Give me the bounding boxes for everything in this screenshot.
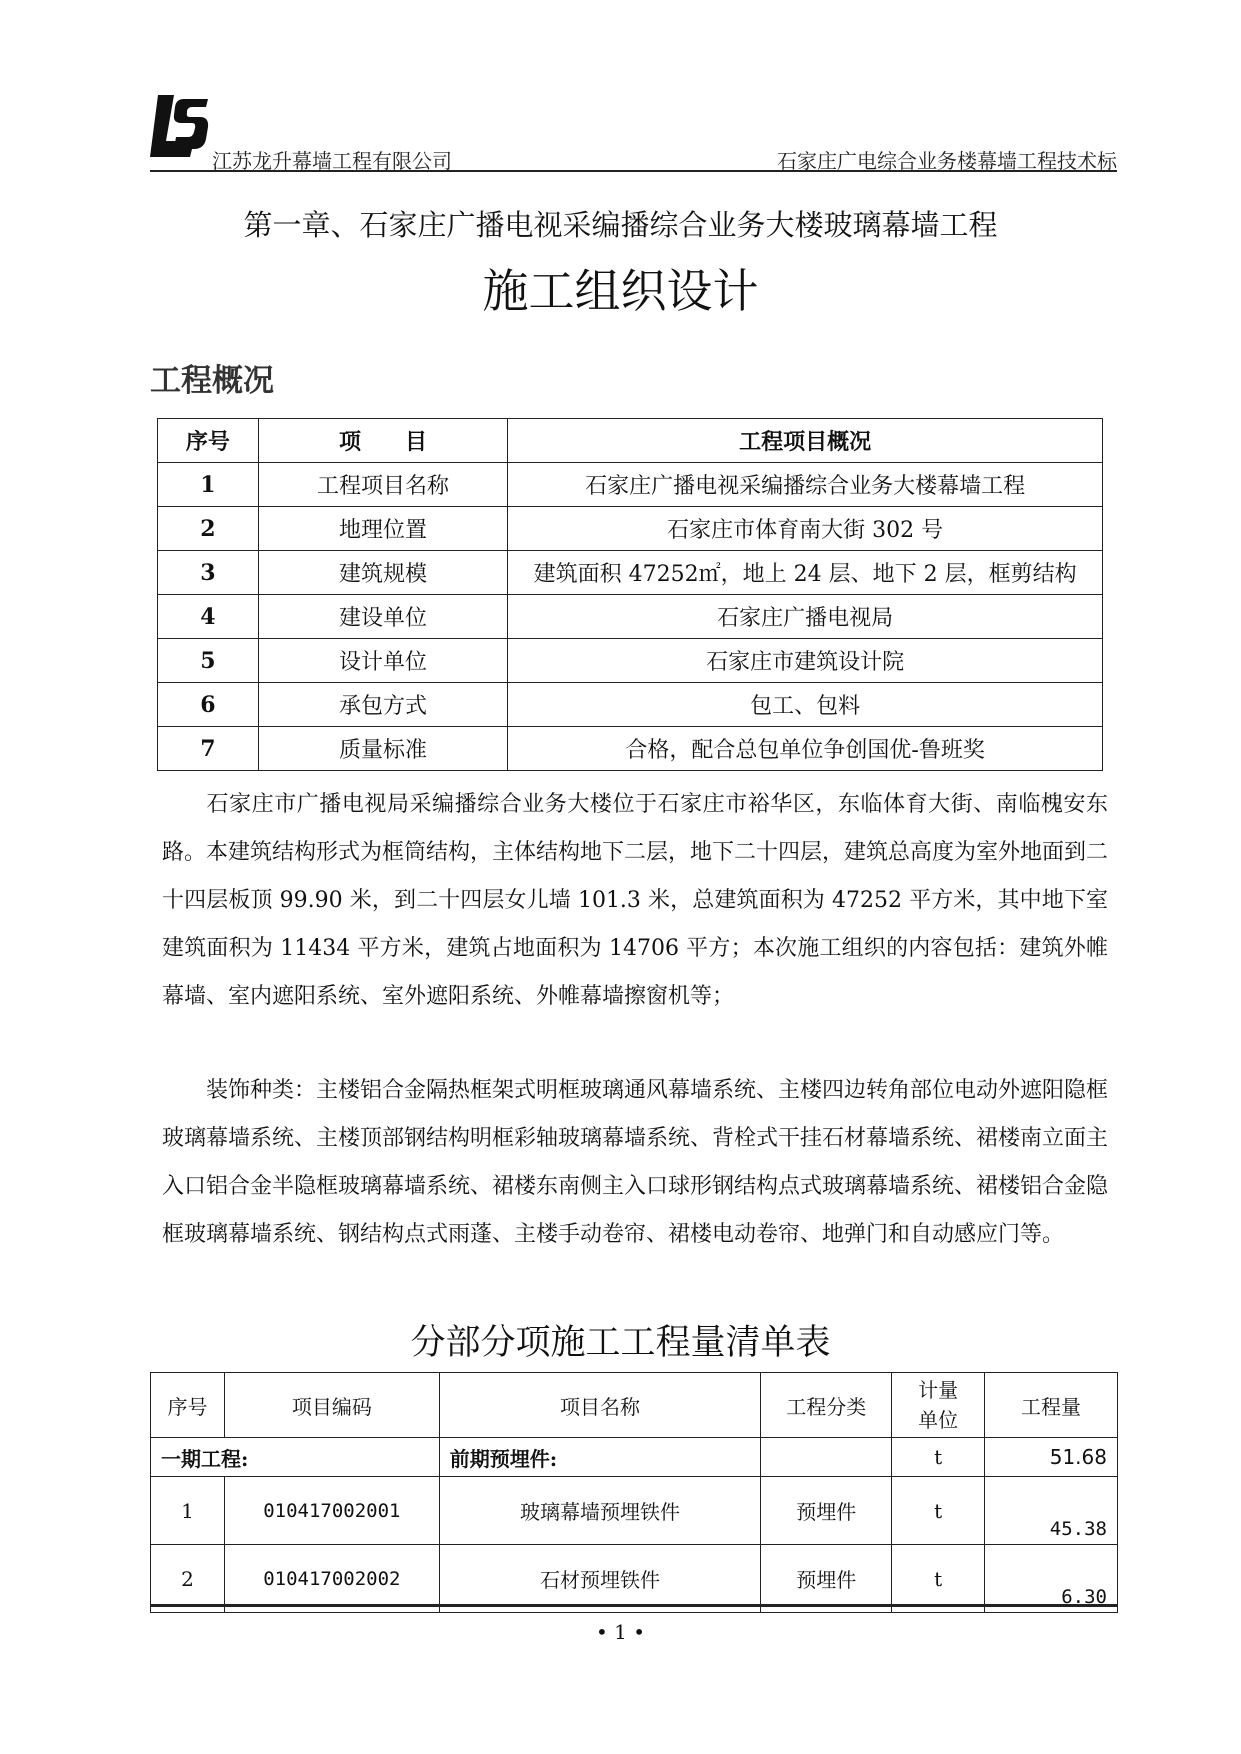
row-name: 石材预埋铁件 xyxy=(439,1545,761,1613)
row-unit: t xyxy=(892,1545,985,1613)
paragraph-decoration xyxy=(162,1067,1108,1259)
column-header: 工程项目概况 xyxy=(508,419,1103,463)
row-category: 预埋件 xyxy=(761,1545,892,1613)
row-item: 设计单位 xyxy=(258,639,507,683)
row-number: 4 xyxy=(158,595,259,639)
ls-logo-icon xyxy=(150,95,212,157)
group-category xyxy=(761,1438,892,1477)
row-number: 7 xyxy=(158,727,259,771)
row-unit: t xyxy=(892,1477,985,1545)
group-name: 前期预埋件: xyxy=(439,1438,761,1477)
table-row xyxy=(158,727,1103,771)
column-header: 序号 xyxy=(151,1373,225,1438)
group-unit: t xyxy=(892,1438,985,1477)
column-header: 项目名称 xyxy=(439,1373,761,1438)
row-number: 3 xyxy=(158,551,259,595)
page-number: • 1 • xyxy=(595,1620,646,1644)
unit-header-line: 计量 xyxy=(918,1378,959,1402)
table-row xyxy=(151,1545,1118,1613)
table-row xyxy=(151,1477,1118,1545)
table-header-row xyxy=(151,1373,1118,1438)
column-header: 工程分类 xyxy=(761,1373,892,1438)
section-heading: 工程概况 xyxy=(150,363,274,399)
column-header xyxy=(892,1373,985,1438)
header-rule xyxy=(150,170,1117,172)
table-header-row xyxy=(158,419,1103,463)
row-name: 玻璃幕墙预埋铁件 xyxy=(439,1477,761,1545)
table-row xyxy=(158,463,1103,507)
company-name: 江苏龙升幕墙工程有限公司 xyxy=(212,149,452,173)
row-description: 建筑面积 47252㎡，地上 24 层、地下 2 层，框剪结构 xyxy=(508,551,1103,595)
table-title: 分部分项施工工程量清单表 xyxy=(410,1323,831,1363)
row-description: 石家庄市体育南大街 302 号 xyxy=(508,507,1103,551)
row-number: 2 xyxy=(151,1545,225,1613)
column-header: 项 目 xyxy=(258,419,507,463)
row-item: 承包方式 xyxy=(258,683,507,727)
row-number: 6 xyxy=(158,683,259,727)
table-row xyxy=(158,595,1103,639)
row-number: 1 xyxy=(158,463,259,507)
row-description: 石家庄广播电视采编播综合业务大楼幕墙工程 xyxy=(508,463,1103,507)
row-number: 1 xyxy=(151,1477,225,1545)
row-item: 建设单位 xyxy=(258,595,507,639)
table-bottom-rule xyxy=(150,1604,1118,1607)
paragraph-text: 石家庄市广播电视局采编播综合业务大楼位于石家庄市裕华区，东临体育大街、南临槐安东路。本建筑结构形式为框筒结构，主体结构地下二层，地下二十四层，建筑总高度为室外地面到二十四层板顶 99.90 米，到二十四层女儿墙 101.3 米，总建筑面积为 47252 平方米，其中地下室建筑面积为 11434 平方米，建筑占地面积为 14706 平方；本次施工组织的内容包括：建筑外帷幕墙、室内遮阳系统、室外遮阳系统、外帷幕墙擦窗机等； xyxy=(162,792,1109,1009)
row-item: 建筑规模 xyxy=(258,551,507,595)
row-description: 石家庄广播电视局 xyxy=(508,595,1103,639)
column-header: 工程量 xyxy=(985,1373,1118,1438)
row-qty: 6.30 xyxy=(985,1545,1118,1613)
table-row xyxy=(158,507,1103,551)
unit-header-line: 单位 xyxy=(918,1408,959,1432)
paragraph-text: 装饰种类：主楼铝合金隔热框架式明框玻璃通风幕墙系统、主楼四边转角部位电动外遮阳隐框玻璃幕墙系统、主楼顶部钢结构明框彩轴玻璃幕墙系统、背栓式干挂石材幕墙系统、裙楼南立面主入口铝合金半隐框玻璃幕墙系统、裙楼东南侧主入口球形钢结构点式玻璃幕墙系统、裙楼铝合金隐框玻璃幕墙系统、钢结构点式雨蓬、主楼手动卷帘、裙楼电动卷帘、地弹门和自动感应门等。 xyxy=(162,1078,1109,1247)
table-row xyxy=(158,683,1103,727)
row-item: 工程项目名称 xyxy=(258,463,507,507)
row-qty: 45.38 xyxy=(985,1477,1118,1545)
row-category: 预埋件 xyxy=(761,1477,892,1545)
row-description: 合格，配合总包单位争创国优-鲁班奖 xyxy=(508,727,1103,771)
table-row xyxy=(158,551,1103,595)
row-item: 地理位置 xyxy=(258,507,507,551)
column-header: 项目编码 xyxy=(224,1373,439,1438)
group-row xyxy=(151,1438,1118,1477)
group-qty: 51.68 xyxy=(985,1438,1118,1477)
paragraph-overview xyxy=(162,781,1108,1021)
column-header: 序号 xyxy=(158,419,259,463)
document-title: 石家庄广电综合业务楼幕墙工程技术标 xyxy=(777,149,1117,173)
group-label: 一期工程: xyxy=(151,1438,440,1477)
row-description: 石家庄市建筑设计院 xyxy=(508,639,1103,683)
row-code: 010417002001 xyxy=(224,1477,439,1545)
row-number: 5 xyxy=(158,639,259,683)
table-row xyxy=(158,639,1103,683)
quantity-table xyxy=(150,1372,1118,1613)
page-title: 施工组织设计 xyxy=(482,264,759,318)
row-number: 2 xyxy=(158,507,259,551)
row-code: 010417002002 xyxy=(224,1545,439,1613)
chapter-title: 第一章、石家庄广播电视采编播综合业务大楼玻璃幕墙工程 xyxy=(243,208,998,242)
overview-table xyxy=(157,418,1103,771)
row-item: 质量标准 xyxy=(258,727,507,771)
row-description: 包工、包料 xyxy=(508,683,1103,727)
